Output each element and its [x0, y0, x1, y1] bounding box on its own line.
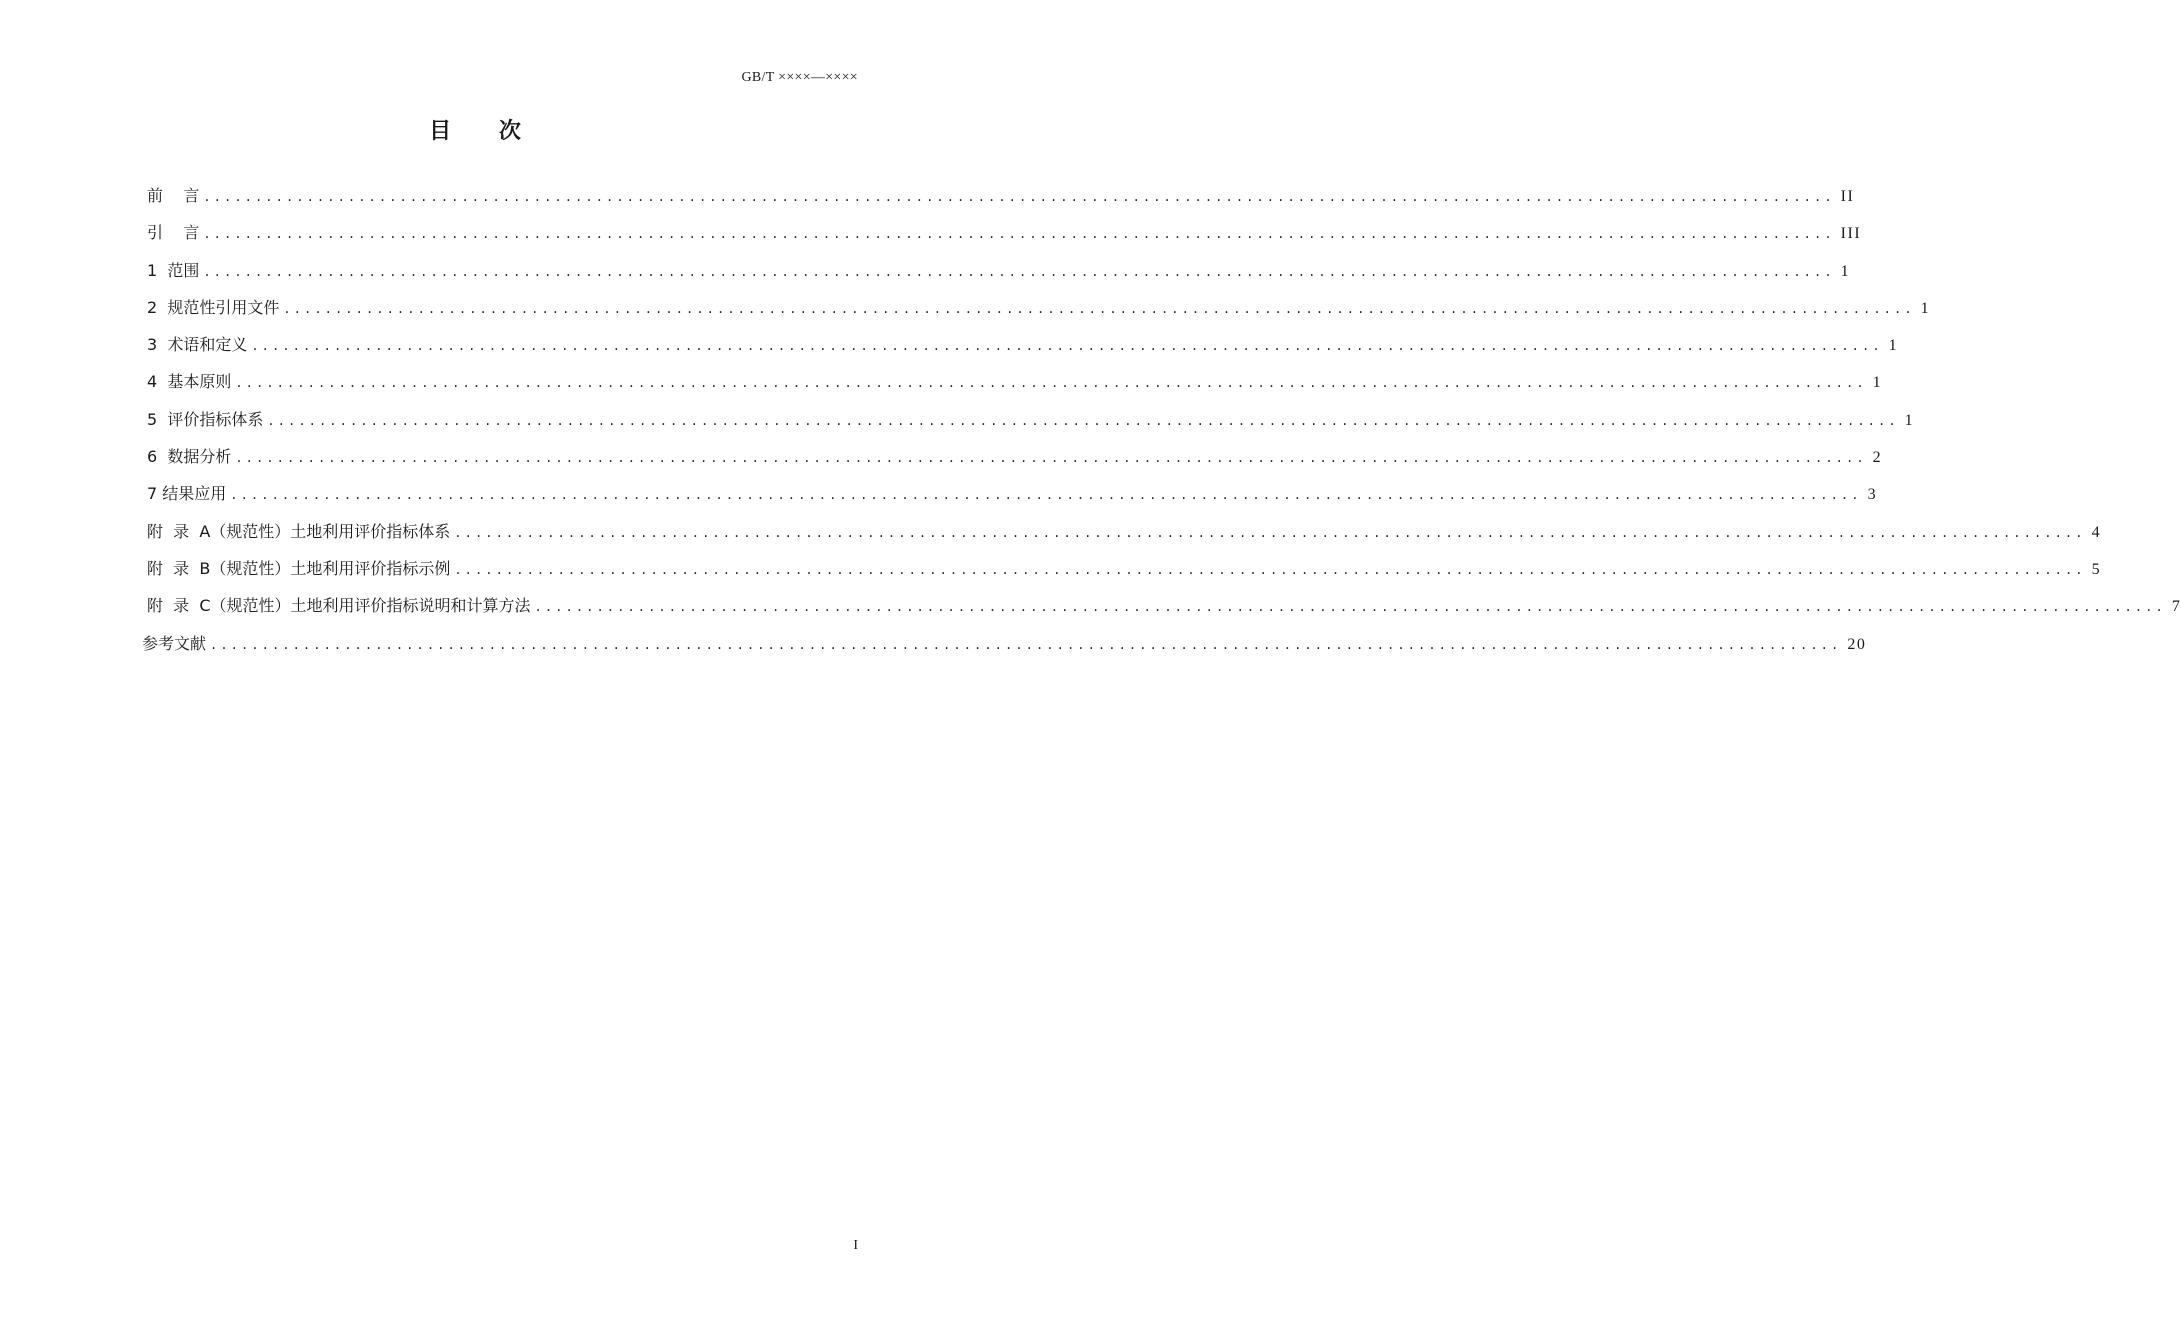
- dot-leader: ..............................................................................................................................................................: [230, 488, 1862, 503]
- toc-entry-indicator-system[interactable]: [147, 409, 1915, 447]
- toc-entry-label: 附 录 A（规范性）土地利用评价指标体系: [147, 521, 451, 541]
- toc-entry-page: II: [1840, 188, 1855, 205]
- toc-entry-page: 3: [1867, 486, 1878, 504]
- toc-entry-appendix-a[interactable]: [147, 521, 2102, 559]
- standard-code: GB/T ××××—××××: [741, 70, 858, 85]
- toc-entry-label: 1 范围: [147, 260, 200, 280]
- toc-entry-label: 前 言: [147, 186, 200, 205]
- toc-entry-page: 7: [2171, 598, 2181, 616]
- page-title: 目 次: [429, 119, 541, 144]
- table-of-contents: [142, 186, 2181, 671]
- toc-entry-page: 1: [1920, 299, 1931, 317]
- toc-entry-appendix-b[interactable]: [147, 558, 2102, 596]
- toc-entry-label: 7 结果应用: [147, 484, 227, 504]
- toc-entry-label: 3 术语和定义: [147, 335, 248, 355]
- dot-leader: ..............................................................................................................................................................: [203, 190, 1835, 204]
- toc-entry-label: 参考文献: [142, 633, 207, 653]
- dot-leader: ..............................................................................................................................................................: [454, 525, 2086, 540]
- dot-leader: ..............................................................................................................................................................: [203, 227, 1835, 242]
- toc-entry-page: 4: [2091, 523, 2102, 541]
- page-number: I: [853, 1238, 858, 1253]
- toc-entry-page: 1: [1840, 262, 1851, 280]
- toc-entry-page: 2: [1872, 449, 1883, 467]
- toc-entry-foreword[interactable]: [147, 186, 1855, 223]
- toc-entry-label: 4 基本原则: [147, 372, 232, 392]
- dot-leader: ..............................................................................................................................................................: [235, 451, 1867, 466]
- toc-entry-bibliography[interactable]: [142, 633, 1867, 671]
- toc-entry-label: 附 录 C（规范性）土地利用评价指标说明和计算方法: [147, 596, 531, 616]
- toc-entry-page: 1: [1888, 337, 1899, 355]
- toc-entry-result-application[interactable]: [147, 484, 1878, 521]
- toc-entry-appendix-c[interactable]: [147, 596, 2181, 633]
- dot-leader: ..............................................................................................................................................................: [534, 600, 2166, 615]
- toc-entry-label: 5 评价指标体系: [147, 409, 264, 429]
- toc-entry-label: 引 言: [147, 223, 200, 243]
- toc-entry-terms-definitions[interactable]: [147, 335, 1899, 372]
- toc-entry-page: III: [1840, 225, 1862, 243]
- toc-entry-page: 5: [2091, 560, 2102, 578]
- toc-entry-label: 附 录 B（规范性）土地利用评价指标示例: [147, 558, 451, 578]
- dot-leader: ..............................................................................................................................................................: [283, 301, 1915, 316]
- toc-entry-scope[interactable]: [147, 260, 1851, 298]
- toc-entry-page: 20: [1847, 635, 1867, 653]
- dot-leader: ..............................................................................................................................................................: [235, 376, 1867, 391]
- toc-entry-page: 1: [1872, 374, 1883, 392]
- dot-leader: ..............................................................................................................................................................: [251, 339, 1883, 354]
- dot-leader: ..............................................................................................................................................................: [210, 637, 1842, 652]
- dot-leader: ..............................................................................................................................................................: [203, 264, 1835, 279]
- toc-entry-normative-references[interactable]: [147, 297, 1931, 335]
- toc-entry-page: 1: [1904, 411, 1915, 429]
- toc-entry-introduction[interactable]: [147, 223, 1862, 260]
- toc-entry-data-analysis[interactable]: [147, 447, 1883, 484]
- toc-entry-label: 2 规范性引用文件: [147, 297, 280, 317]
- toc-entry-basic-principles[interactable]: [147, 372, 1883, 409]
- dot-leader: ..............................................................................................................................................................: [267, 413, 1899, 428]
- toc-entry-label: 6 数据分析: [147, 447, 232, 467]
- dot-leader: ..............................................................................................................................................................: [454, 562, 2086, 577]
